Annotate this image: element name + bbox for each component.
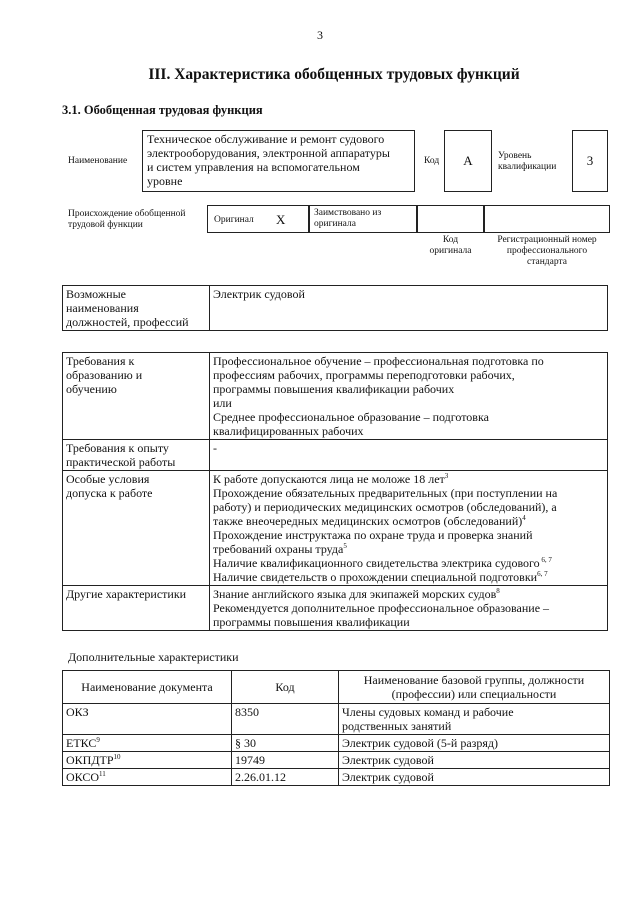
function-name-line: и систем управления на вспомогательном [147, 160, 360, 174]
condition-line [213, 514, 604, 528]
doc-code: 19749 [235, 753, 265, 767]
footnote-ref: 10 [113, 753, 121, 761]
code-cell [232, 704, 339, 735]
table-row [63, 735, 610, 752]
doc-code: 8350 [235, 705, 259, 719]
condition-line [213, 570, 604, 584]
original-mark: X [276, 212, 286, 227]
borrowed-box [309, 205, 417, 233]
additional-table [62, 670, 610, 786]
code-label: Код [424, 156, 440, 166]
other-value-cell [210, 586, 608, 631]
additional-title: Дополнительные характеристики [68, 650, 239, 664]
footnote-ref: 4 [522, 514, 526, 522]
footnote-ref: 6, 7 [537, 570, 548, 578]
doc-cell [63, 769, 232, 786]
other-text: Рекомендуется дополнительное профессиональное образование – [213, 601, 550, 615]
footnote-ref: 8 [496, 587, 500, 595]
condition-line [213, 556, 604, 570]
condition-text: также внеочередных медицинских осмотров (обследований) [213, 514, 523, 528]
section-title: III. Характеристика обобщенных трудовых функций [148, 66, 520, 83]
subsection-title: 3.1. Обобщенная трудовая функция [62, 103, 263, 117]
condition-text: Наличие квалификационного свидетельства электрика судового [213, 556, 540, 570]
condition-text: Прохождение инструктажа по охране труда и проверка знаний [213, 528, 533, 542]
code-cell [232, 735, 339, 752]
footnote-ref: 6, 7 [539, 556, 552, 564]
code-value-box [444, 130, 492, 192]
conditions-label-cell [63, 471, 210, 586]
table-row [63, 752, 610, 769]
footnote-ref: 5 [343, 542, 347, 550]
education-label-line: обучению [66, 382, 117, 396]
function-name-box [142, 130, 415, 192]
other-text: Знание английского языка для экипажей морских судов [213, 587, 497, 601]
original-code-box [417, 205, 484, 233]
other-text: программы повышения квалификации [213, 615, 410, 629]
caption-line: оригинала [429, 246, 472, 256]
origin-label-line: Происхождение обобщенной [68, 209, 186, 219]
occupation-name: Электрик судовой (5-й разряд) [342, 736, 499, 750]
occupation-name: родственных занятий [342, 719, 452, 733]
borrowed-label-line: Заимствовано из [314, 208, 382, 218]
other-line [213, 587, 604, 601]
condition-text: требований охраны труда [213, 542, 344, 556]
header-name [339, 671, 610, 704]
education-label-line: Требования к [66, 354, 135, 368]
level-label-line: квалификации [498, 162, 557, 172]
positions-value: Электрик судовой [213, 287, 305, 301]
condition-line [213, 500, 604, 514]
table-row [63, 704, 610, 735]
requirements-table [62, 352, 608, 631]
positions-label-line: наименования [66, 301, 139, 315]
doc-name: ЕТКС [66, 736, 97, 750]
conditions-label-line: Особые условия [66, 472, 150, 486]
condition-line [213, 542, 604, 556]
origin-label-line: трудовой функции [68, 220, 143, 230]
level-label [498, 151, 556, 173]
education-line: квалифицированных рабочих [213, 424, 364, 438]
positions-value-cell [210, 286, 608, 331]
table-row [63, 769, 610, 786]
caption-line: Код [442, 235, 459, 245]
education-line: программы повышения квалификации рабочих [213, 382, 455, 396]
education-label-line: образованию и [66, 368, 143, 382]
conditions-label-line: допуска к работе [66, 486, 153, 500]
header-name-line: (профессии) или специальности [391, 687, 557, 701]
footnote-ref: 9 [96, 736, 100, 744]
footnote-ref: 11 [99, 770, 106, 778]
experience-value: - [213, 441, 217, 455]
header-code: Код [232, 671, 339, 704]
caption-line: профессионального [506, 246, 588, 256]
condition-line [213, 472, 604, 486]
name-label: Наименование [68, 156, 128, 166]
level-value-box [572, 130, 608, 192]
function-name-line: Техническое обслуживание и ремонт судового [147, 132, 385, 146]
positions-label-line: Возможные [66, 287, 126, 301]
other-label: Другие характеристики [66, 587, 187, 601]
name-cell [339, 735, 610, 752]
occupation-name: Члены судовых команд и рабочие [342, 705, 514, 719]
experience-value-cell [210, 440, 608, 471]
code-value: A [463, 153, 473, 168]
education-value-cell [210, 353, 608, 440]
registration-number-box [484, 205, 610, 233]
original-box [207, 205, 309, 233]
registration-caption [484, 235, 610, 268]
positions-table [62, 285, 608, 331]
other-line [213, 615, 604, 629]
other-label-cell [63, 586, 210, 631]
condition-text: Прохождение обязательных предварительных (при поступлении на [213, 486, 558, 500]
other-line [213, 601, 604, 615]
condition-line [213, 528, 604, 542]
level-value: 3 [586, 153, 594, 168]
experience-label-line: Требования к опыту [66, 441, 169, 455]
footnote-ref: 3 [444, 472, 449, 480]
conditions-value-cell [210, 471, 608, 586]
function-name-line: уровне [147, 174, 183, 188]
doc-code: § 30 [235, 736, 256, 750]
name-cell [339, 704, 610, 735]
education-line: или [213, 396, 232, 410]
header-name-line: Наименование базовой группы, должности [363, 673, 585, 687]
education-line: Профессиональное обучение – профессиональная подготовка по [213, 354, 544, 368]
doc-cell [63, 735, 232, 752]
function-name-line: электрооборудования, электронной аппаратуры [147, 146, 390, 160]
doc-cell [63, 704, 232, 735]
education-label-cell [63, 353, 210, 440]
caption-line: стандарта [527, 257, 567, 267]
code-cell [232, 769, 339, 786]
origin-label [68, 209, 186, 231]
condition-text: К работе допускаются лица не моложе 18 лет [213, 472, 445, 486]
condition-text: работу) и периодических медицинских осмотров (обследований), а [213, 500, 557, 514]
experience-label-cell [63, 440, 210, 471]
caption-line: Регистрационный номер [497, 235, 597, 245]
condition-line [213, 486, 604, 500]
doc-code: 2.26.01.12 [235, 770, 286, 784]
level-label-line: Уровень [498, 151, 532, 161]
occupation-name: Электрик судовой [342, 770, 434, 784]
original-code-caption [417, 235, 484, 257]
occupation-name: Электрик судовой [342, 753, 434, 767]
page-number: 3 [317, 28, 323, 42]
positions-label-line: должностей, профессий [66, 315, 189, 329]
doc-name: ОКЗ [66, 705, 89, 719]
header-doc: Наименование документа [63, 671, 232, 704]
condition-text: Наличие свидетельств о прохождении специальной подготовки [213, 570, 538, 584]
code-cell [232, 752, 339, 769]
experience-label-line: практической работы [66, 455, 176, 469]
borrowed-label-line: оригинала [314, 219, 356, 229]
name-cell [339, 769, 610, 786]
education-line: профессиям рабочих, программы переподготовки рабочих, [213, 368, 515, 382]
positions-label-cell [63, 286, 210, 331]
doc-name: ОКСО [66, 770, 100, 784]
education-line: Среднее профессиональное образование – подготовка [213, 410, 489, 424]
doc-name: ОКПДТР [66, 753, 114, 767]
name-cell [339, 752, 610, 769]
doc-cell [63, 752, 232, 769]
original-label: Оригинал [214, 215, 254, 225]
